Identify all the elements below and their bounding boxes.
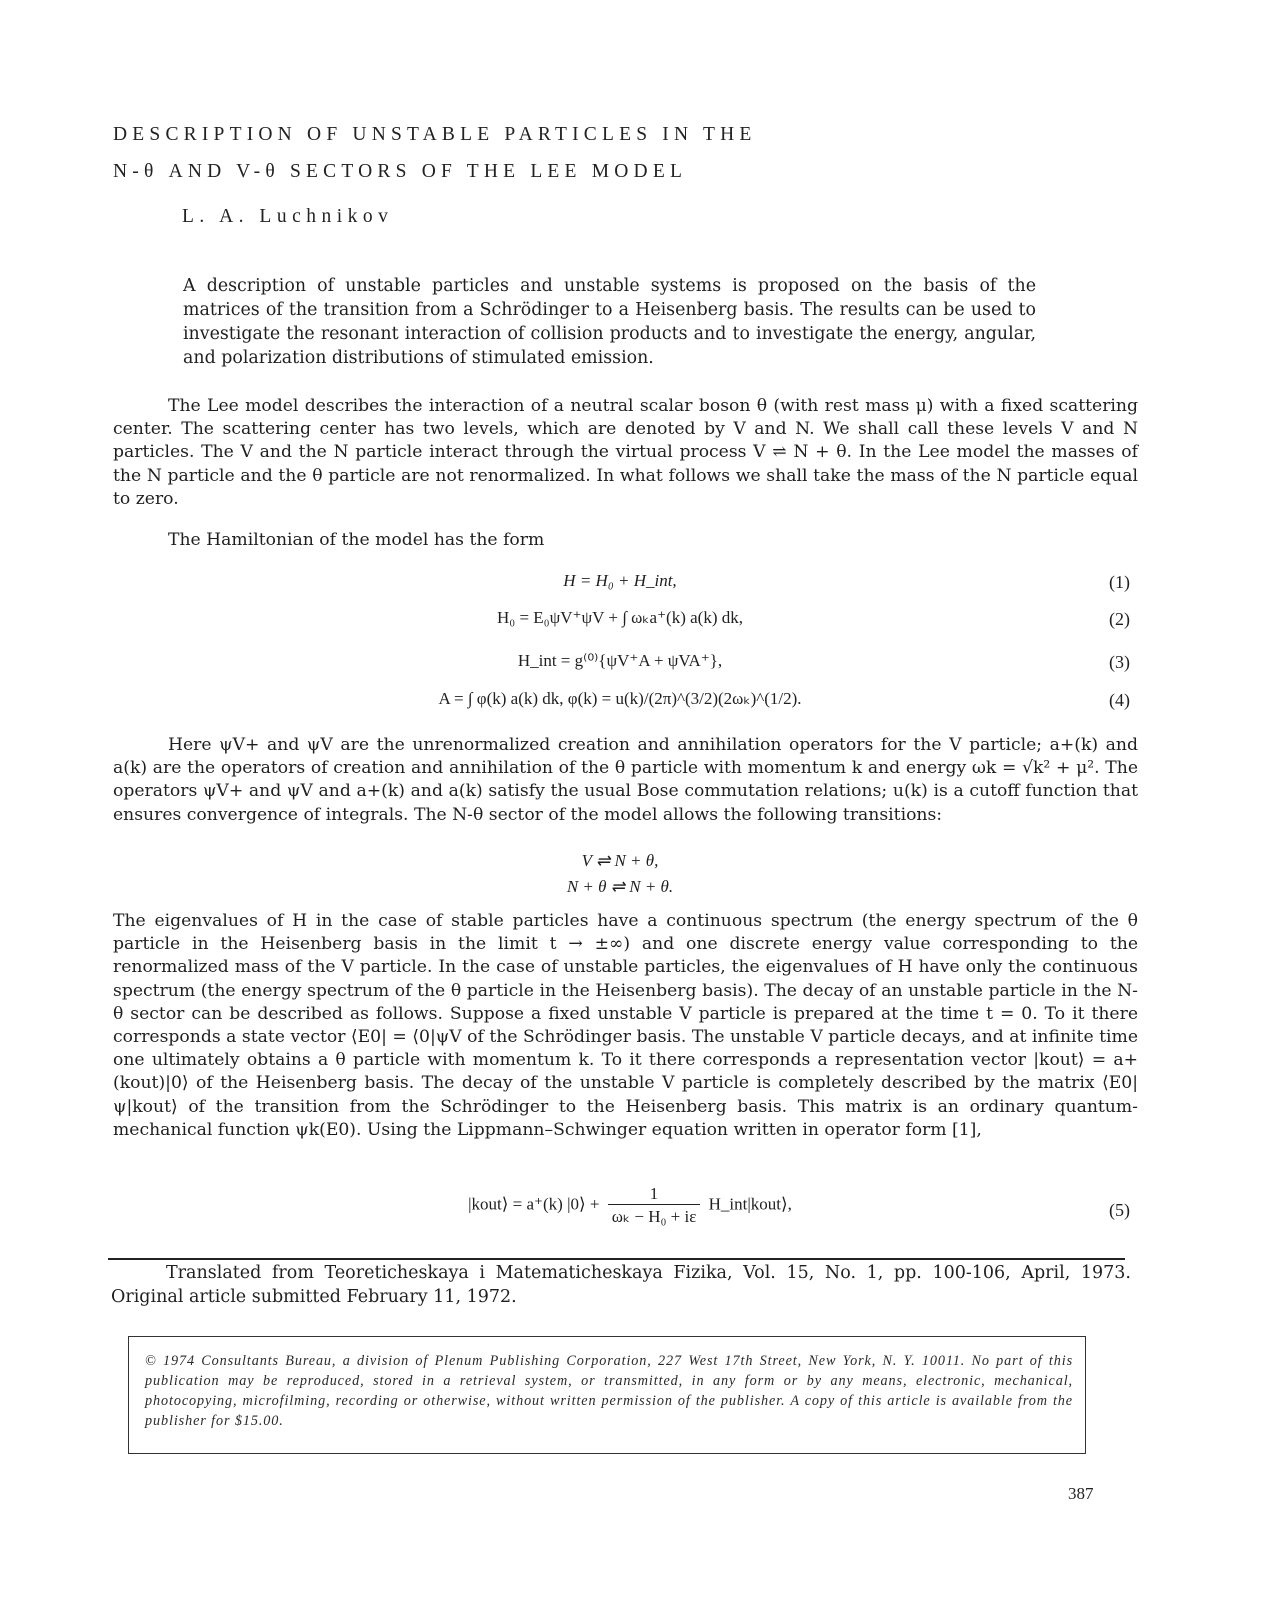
- abstract-paragraph: A description of unstable particles and unstable systems is proposed on the basis of the matrices of the transition from a Schrödinger to a Heisenberg basis. The results can be used to investigate the resonant interaction of collision products and to investigate the energy, angular, and polarization distributions of stimulated emission.: [183, 276, 1036, 368]
- author-name: L. A. Luchnikov: [182, 206, 394, 227]
- equation-5-fraction: [608, 1184, 701, 1227]
- equation-5-right: H_int|kout⟩,: [708, 1194, 792, 1214]
- equation-number-4: (4): [1109, 690, 1130, 710]
- body-paragraph-hamiltonian-intro: The Hamiltonian of the model has the form: [168, 530, 545, 550]
- equation-5: [400, 1184, 860, 1234]
- body-paragraph-eigenvalues: The eigenvalues of H in the case of stable particles have a continuous spectrum (the energy spectrum of the θ particle in the Heisenberg basis in the limit t → ±∞) and one discrete energy value corresponding to the renormalized mass of the V particle. In the case of unstable particles, the eigenvalues of H have only the continuous spectrum (the energy spectrum of the θ particle in the Heisenberg basis). The decay of an unstable particle in the N-θ sector can be described as follows. Suppose a fixed unstable V particle is prepared at the time t = 0. To it there corresponds a state vector ⟨E0| = ⟨0|ψV of the Schrödinger basis. The unstable V particle decays, and at infinite time one ultimately obtains a θ particle with momentum k. To it there corresponds a representation vector |kout⟩ = a+(kout)|0⟩ of the Heisenberg basis. The decay of the unstable V particle is completely described by the matrix ⟨E0|ψ|kout⟩ of the transition from the Schrödinger to the Heisenberg basis. This matrix is an ordinary quantum-mechanical function ψk(E0). Using the Lippmann–Schwinger equation written in operator form [1],: [113, 911, 1138, 1140]
- page-number: 387: [1068, 1484, 1094, 1503]
- equation-number-3: (3): [1109, 652, 1130, 672]
- article-title-line-2: N-θ AND V-θ SECTORS OF THE LEE MODEL: [113, 161, 688, 182]
- equation-5-denominator: ωₖ − H₀ + iε: [608, 1204, 701, 1227]
- equation-number-2: (2): [1109, 609, 1130, 629]
- body-paragraph-lee-model: The Lee model describes the interaction of a neutral scalar boson θ (with rest mass μ) with a fixed scattering center. The scattering center has two levels, which are denoted by V and N. We shall call these levels V and N particles. The V and the N particle interact through the virtual process V ⇌ N + θ. In the Lee model the masses of the N particle and the θ particle are not renormalized. In what follows we shall take the mass of the N particle equal to zero.: [113, 396, 1138, 509]
- transition-v-n-theta: V ⇌ N + θ,: [581, 851, 659, 870]
- equation-5-left: |kout⟩ = a⁺(k) |0⟩ +: [468, 1194, 600, 1214]
- transition-n-theta-n-theta: N + θ ⇌ N + θ.: [566, 877, 674, 896]
- equation-2: H₀ = E₀ψV⁺ψV + ∫ ωₖa⁺(k) a(k) dk,: [497, 608, 743, 627]
- equation-number-1: (1): [1109, 572, 1130, 592]
- footnote-divider: [108, 1258, 1125, 1260]
- equation-number-5: (5): [1109, 1200, 1130, 1220]
- article-title-line-1: DESCRIPTION OF UNSTABLE PARTICLES IN THE: [113, 124, 757, 145]
- copyright-box: [128, 1336, 1086, 1454]
- copyright-notice: © 1974 Consultants Bureau, a division of Plenum Publishing Corporation, 227 West 17th Street, New York, N. Y. 10011. No part of this publication may be reproduced, stored in a retrieval system, or transmitted, in any form or by any means, electronic, mechanical, photocopying, microfilming, recording or otherwise, without written permission of the publisher. A copy of this article is available from the publisher for $15.00.: [145, 1353, 1073, 1429]
- equation-3: H_int = g⁽⁰⁾{ψV⁺A + ψVA⁺},: [517, 651, 723, 670]
- equation-5-numerator: 1: [649, 1184, 659, 1203]
- equation-4: A = ∫ φ(k) a(k) dk, φ(k) = u(k)/(2π)^(3/2)(2ωₖ)^(1/2).: [438, 689, 802, 708]
- equation-1: H = H₀ + H_int,: [563, 571, 677, 590]
- translation-footnote: Translated from Teoreticheskaya i Matematicheskaya Fizika, Vol. 15, No. 1, pp. 100-106, April, 1973. Original article submitted February 11, 1972.: [111, 1263, 1131, 1307]
- body-paragraph-operators: Here ψV+ and ψV are the unrenormalized creation and annihilation operators for the V particle; a+(k) and a(k) are the operators of creation and annihilation of the θ particle with momentum k and energy ωk = √k² + μ². The operators ψV+ and ψV and a+(k) and a(k) satisfy the usual Bose commutation relations; u(k) is a cutoff function that ensures convergence of integrals. The N-θ sector of the model allows the following transitions:: [113, 735, 1138, 825]
